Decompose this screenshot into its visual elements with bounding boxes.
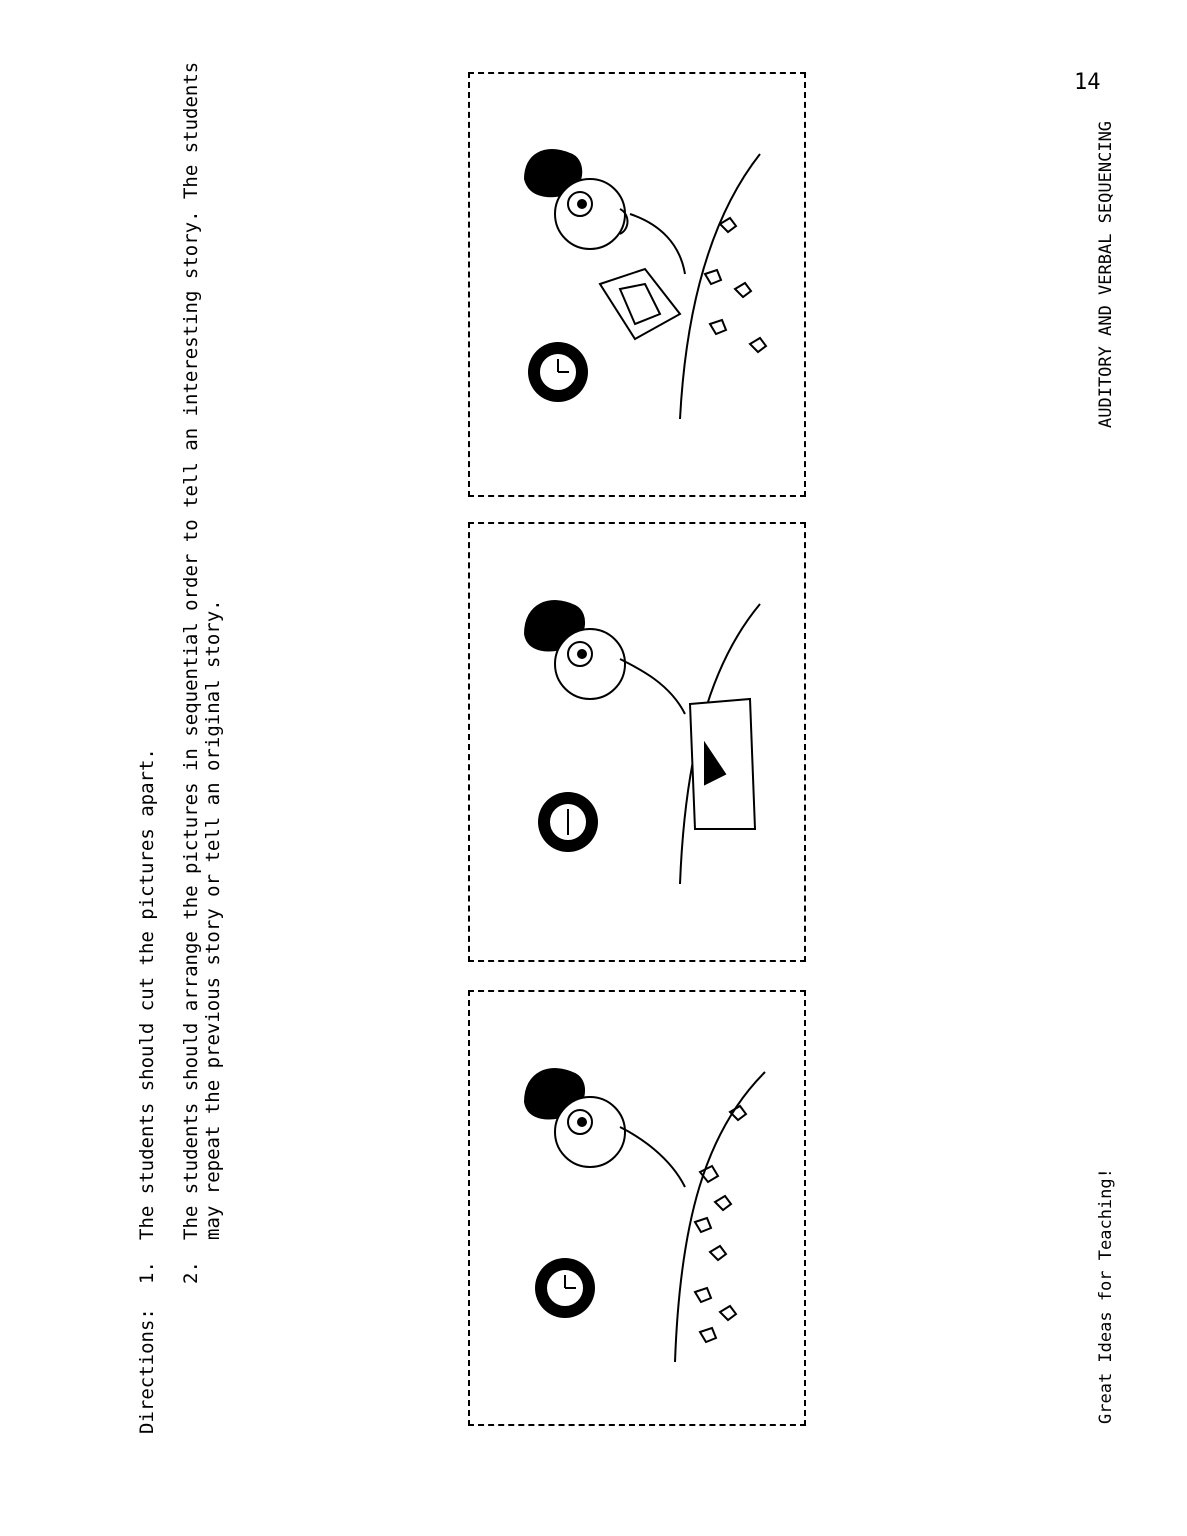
puzzle-box xyxy=(600,269,680,339)
girl-figure xyxy=(525,150,685,274)
puzzle-pieces xyxy=(695,1106,746,1342)
finished-puzzle-illustration xyxy=(470,524,808,964)
step-2-text-b: may repeat the previous story or tell an original story. xyxy=(202,599,224,1240)
step-1-number: 1. xyxy=(136,1261,158,1284)
clock-icon xyxy=(538,792,598,852)
picture-panel-3 xyxy=(468,990,806,1426)
puzzle-box-illustration xyxy=(470,74,808,499)
girl-figure xyxy=(525,1069,685,1187)
assembling-puzzle-illustration xyxy=(470,992,808,1428)
step-1-text: The students should cut the pictures apart. xyxy=(136,748,158,1240)
step-2-number: 2. xyxy=(180,1261,202,1284)
page-number: 14 xyxy=(1074,70,1101,95)
direction-step-2 xyxy=(180,62,202,1284)
running-title: AUDITORY AND VERBAL SEQUENCING xyxy=(1096,120,1116,428)
finished-puzzle xyxy=(690,699,755,829)
direction-step-1 xyxy=(136,748,158,1284)
girl-figure xyxy=(525,601,685,714)
clock-icon xyxy=(528,342,588,402)
clock-icon xyxy=(535,1258,595,1318)
footer-text: Great Ideas for Teaching! xyxy=(1096,1168,1116,1424)
step-2-text-a: The students should arrange the pictures in sequential order to tell an interesting story. The students xyxy=(180,61,202,1240)
picture-panel-2 xyxy=(468,522,806,962)
directions-label: Directions: xyxy=(136,1308,158,1434)
picture-panel-1 xyxy=(468,72,806,497)
